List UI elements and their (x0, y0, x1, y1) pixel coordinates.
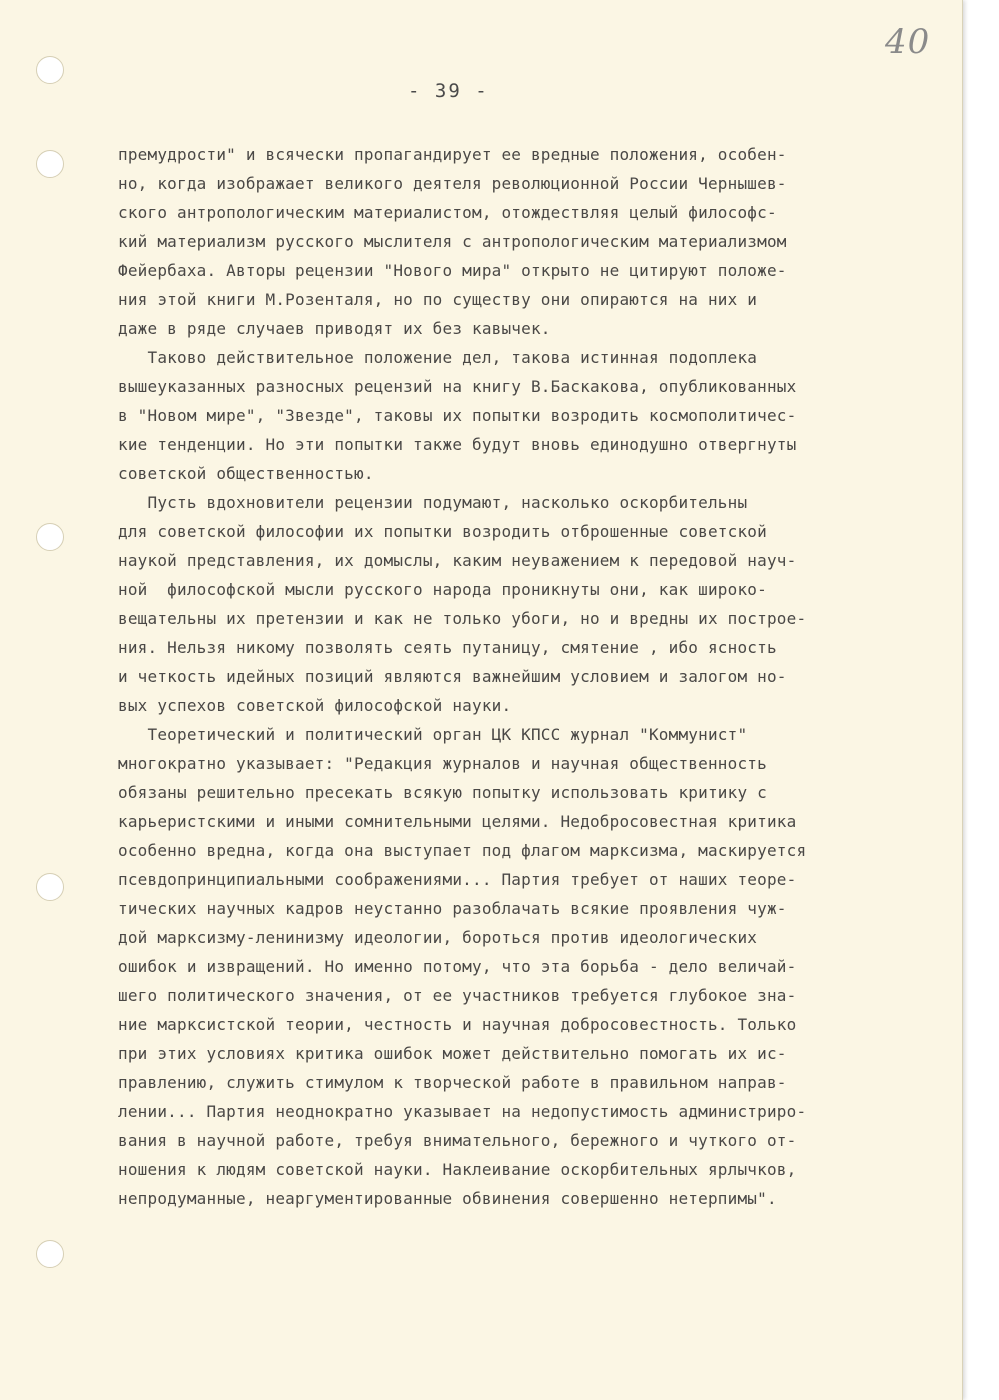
text-line: ние марксистской теории, честность и научная добросовестность. Только (118, 1015, 797, 1034)
punch-hole (36, 1240, 64, 1268)
punch-hole (36, 523, 64, 551)
text-line: вания в научной работе, требуя внимательного, бережного и чуткого от- (118, 1131, 797, 1150)
text-line: тических научных кадров неустанно разоблачать всякие проявления чуж- (118, 899, 787, 918)
text-line: Таково действительное положение дел, такова истинная подоплека (118, 348, 758, 367)
text-line: в "Новом мире", "Звезде", таковы их попытки возродить космополитичес- (118, 406, 797, 425)
text-line: и четкость идейных позиций являются важнейшим условием и залогом но- (118, 667, 787, 686)
text-line: при этих условиях критика ошибок может действительно помогать их ис- (118, 1044, 787, 1063)
text-line: ского антропологическим материалистом, отождествляя целый философс- (118, 203, 777, 222)
text-line: многократно указывает: "Редакция журналов и научная общественность (118, 754, 767, 773)
punch-hole (36, 56, 64, 84)
text-line: ния этой книги М.Розенталя, но по существу они опираются на них и (118, 290, 758, 309)
text-line: непродуманные, неаргументированные обвинения совершенно нетерпимы". (118, 1189, 777, 1208)
text-line: особенно вредна, когда она выступает под флагом марксизма, маскируется (118, 841, 807, 860)
handwritten-page-number: 40 (885, 22, 931, 62)
typed-page-number: - 39 - (408, 80, 489, 102)
text-line: кий материализм русского мыслителя с антропологическим материализмом (118, 232, 787, 251)
text-line: даже в ряде случаев приводят их без кавычек. (118, 319, 551, 338)
text-line: для советской философии их попытки возродить отброшенные советской (118, 522, 767, 541)
text-line: советской общественностью. (118, 464, 374, 483)
text-line: псевдопринципиальными соображениями... Партия требует от наших теоре- (118, 870, 797, 889)
text-line: правлению, служить стимулом к творческой работе в правильном направ- (118, 1073, 787, 1092)
text-line: ошибок и извращений. Но именно потому, что эта борьба - дело величай- (118, 957, 797, 976)
text-line: Теоретический и политический орган ЦК КПСС журнал "Коммунист" (118, 725, 748, 744)
text-line: вещательны их претензии и как не только убоги, но и вредны их построе- (118, 609, 807, 628)
text-line: дой марксизму-ленинизму идеологии, бороться против идеологических (118, 928, 758, 947)
text-line: наукой представления, их домыслы, каким неуважением к передовой науч- (118, 551, 797, 570)
punch-hole (36, 873, 64, 901)
text-line: Фейербаха. Авторы рецензии "Нового мира" открыто не цитируют положе- (118, 261, 787, 280)
text-line: лении... Партия неоднократно указывает на недопустимость администриро- (118, 1102, 807, 1121)
text-line: но, когда изображает великого деятеля революционной России Чернышев- (118, 174, 787, 193)
text-line: карьеристскими и иными сомнительными целями. Недобросовестная критика (118, 812, 797, 831)
text-line: Пусть вдохновители рецензии подумают, насколько оскорбительны (118, 493, 748, 512)
punch-hole (36, 150, 64, 178)
body-text (118, 140, 948, 1213)
text-line: вых успехов советской философской науки. (118, 696, 512, 715)
text-line: ния. Нельзя никому позволять сеять путаницу, смятение , ибо ясность (118, 638, 777, 657)
text-line: кие тенденции. Но эти попытки также будут вновь единодушно отвергнуты (118, 435, 797, 454)
text-line: ной философской мысли русского народа проникнуты они, как широко- (118, 580, 767, 599)
text-line: обязаны решительно пресекать всякую попытку использовать критику с (118, 783, 767, 802)
text-line: шего политического значения, от ее участников требуется глубокое зна- (118, 986, 797, 1005)
text-line: премудрости" и всячески пропагандирует ее вредные положения, особен- (118, 145, 787, 164)
text-line: ношения к людям советской науки. Наклеивание оскорбительных ярлычков, (118, 1160, 797, 1179)
text-line: вышеуказанных разносных рецензий на книгу В.Баскакова, опубликованных (118, 377, 797, 396)
